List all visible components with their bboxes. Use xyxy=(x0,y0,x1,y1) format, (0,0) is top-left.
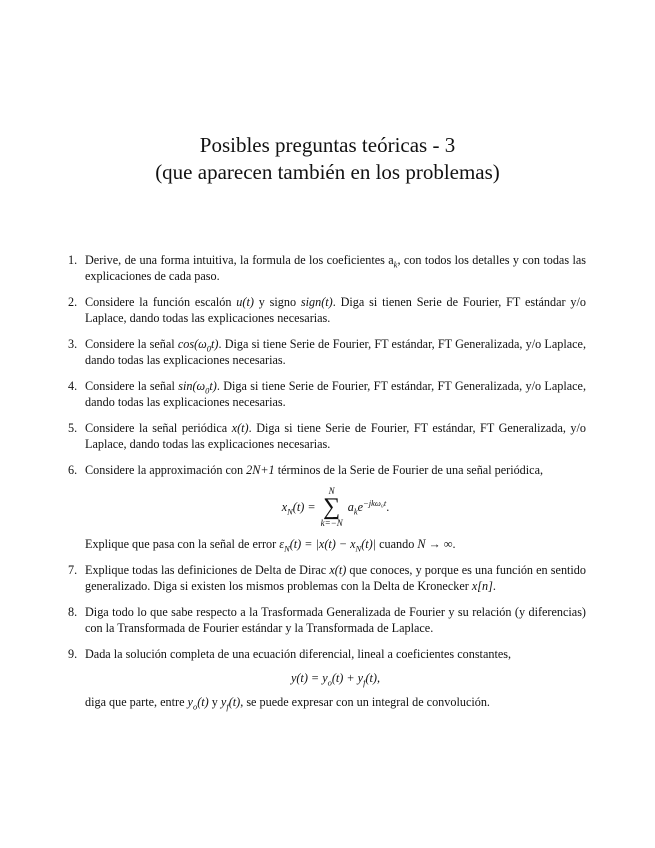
sum-lower-limit: k=−N xyxy=(320,518,343,528)
title-line-1: Posibles preguntas teóricas - 3 xyxy=(199,133,456,157)
text-part: Considere la señal xyxy=(85,379,179,393)
text-part: . Diga si tiene Serie de Fourier, FT estándar, FT Generalizada, y/o Laplace, dando todas las explicaciones necesarias. xyxy=(85,379,586,409)
math-inline: ε xyxy=(279,537,285,551)
question-number: 7. xyxy=(68,563,78,577)
sum-upper-limit: N xyxy=(328,486,335,496)
question-number: 6. xyxy=(68,463,78,477)
question-6 xyxy=(68,462,586,552)
math-inline: cos(ω xyxy=(177,337,207,351)
text-part: diga que parte, entre xyxy=(85,695,188,709)
math-symbol: y(t) = y xyxy=(290,671,328,685)
question-text xyxy=(85,252,586,284)
question-5 xyxy=(68,420,586,452)
math-inline: (t) xyxy=(197,695,209,709)
question-text: Diga todo lo que sabe respecto a la Trasformada Generalizada de Fourier y su relación (y diferencias) con la Transformada de Fourier estándar y la Transformada de Laplace. xyxy=(85,605,586,635)
math-sub: o xyxy=(327,677,332,688)
question-9 xyxy=(68,646,586,710)
question-number: 1. xyxy=(68,253,78,267)
text-part: cuando xyxy=(376,537,418,551)
text-part: . Diga si tiene Serie de Fourier, FT estándar, FT Generalizada, y/o Laplace, dando todas las explicaciones necesarias. xyxy=(85,421,586,451)
sigma-symbol: ∑ xyxy=(323,494,341,520)
question-number: 2. xyxy=(68,295,78,309)
text-part: y signo xyxy=(253,295,301,309)
math-symbol: (t) + y xyxy=(331,671,364,685)
math-inline: (t)| xyxy=(361,537,377,551)
display-equation xyxy=(85,670,586,686)
text-part: . xyxy=(452,537,456,551)
text-part: . Diga si tiene Serie de Fourier, FT estándar, FT Generalizada, y/o Laplace, dando todas las explicaciones necesarias. xyxy=(85,337,586,367)
question-followup xyxy=(85,694,586,710)
math-sub: 0 xyxy=(205,385,210,396)
text-part: términos de la Serie de Fourier de una señal periódica, xyxy=(274,463,544,477)
questions-list xyxy=(68,252,586,720)
math-inline: u(t) xyxy=(236,295,254,309)
math-inline: x(t) xyxy=(329,563,347,577)
text-part: Considere la approximación con xyxy=(85,463,247,477)
math-inline: x(t) xyxy=(231,421,249,435)
question-text xyxy=(85,378,586,410)
text-part: que conoces, y porque es una función en sentido generalizado. Diga si existen los mismos problemas con la Delta de Kronecker xyxy=(85,563,586,593)
question-text xyxy=(85,462,586,478)
math-sub: N xyxy=(287,506,293,517)
question-text xyxy=(85,336,586,368)
question-text: Dada la solución completa de una ecuación diferencial, lineal a coeficientes constantes, xyxy=(85,647,512,661)
math-sub: 0 xyxy=(206,343,212,354)
sum-body xyxy=(348,499,390,515)
math-inline: x[n] xyxy=(471,579,493,593)
question-number: 8. xyxy=(68,605,78,619)
question-4 xyxy=(68,378,586,410)
math-inline: t) xyxy=(211,337,219,351)
text-part: , se puede expresar con un integral de convolución. xyxy=(240,695,490,709)
question-2 xyxy=(68,294,586,326)
math-symbol: x xyxy=(281,500,288,514)
question-text xyxy=(85,294,586,326)
math-sub: N xyxy=(284,543,290,554)
math-inline: (t) = |x(t) − x xyxy=(289,537,356,551)
text-part: . Diga si tienen Serie de Fourier, FT estándar y/o Laplace, dando todas las explicaciones necesarias. xyxy=(85,295,586,325)
math-symbol: a xyxy=(347,500,354,514)
question-number: 5. xyxy=(68,421,78,435)
math-inline: (t) xyxy=(228,695,241,709)
text-part: , con todos los detalles y con todas las explicaciones de cada paso. xyxy=(85,253,586,283)
math-inline: y xyxy=(220,695,227,709)
text-part: Derive, de una forma intuitiva, la formula de los coeficientes a xyxy=(85,253,394,267)
question-followup xyxy=(85,536,586,552)
display-equation xyxy=(85,486,586,528)
question-7 xyxy=(68,562,586,594)
math-inline: 2N+1 xyxy=(246,463,275,477)
text-part: Explique todas las definiciones de Delta de Dirac xyxy=(85,563,330,577)
math-inline: y xyxy=(187,695,193,709)
summation xyxy=(321,486,343,528)
question-number: 3. xyxy=(68,337,78,351)
text-part: Considere la señal periódica xyxy=(85,421,232,435)
question-8 xyxy=(68,604,586,636)
equation-lhs xyxy=(282,499,316,515)
math-symbol: . xyxy=(386,500,390,514)
math-sup: −jkω₀t xyxy=(363,497,387,508)
title-line-2: (que aparecen también en los problemas) xyxy=(155,160,500,184)
sum-equation xyxy=(282,486,390,528)
math-sub: k xyxy=(393,259,398,270)
question-number: 9. xyxy=(68,647,78,661)
question-text xyxy=(85,420,586,452)
math-symbol: e xyxy=(357,500,364,514)
math-inline: t) xyxy=(209,379,217,393)
math-sub: N xyxy=(355,543,362,554)
text-part: y xyxy=(208,695,221,709)
math-symbol: (t), xyxy=(365,671,381,685)
text-part: Explique que pasa con la señal de error xyxy=(85,537,280,551)
math-inline: N → ∞ xyxy=(417,537,453,551)
math-inline: sin(ω xyxy=(178,379,206,393)
page-title xyxy=(0,132,655,186)
math-sub: k xyxy=(353,506,358,517)
question-text xyxy=(85,562,586,594)
math-sub: o xyxy=(192,701,198,712)
math-symbol: (t) = xyxy=(292,500,316,514)
math-inline: sign(t) xyxy=(300,295,333,309)
question-1 xyxy=(68,252,586,284)
question-number: 4. xyxy=(68,379,78,393)
math-sub: f xyxy=(363,677,366,688)
text-part: Considere la señal xyxy=(85,337,178,351)
question-3 xyxy=(68,336,586,368)
text-part: Considere la función escalón xyxy=(85,295,237,309)
text-part: . xyxy=(492,579,496,593)
math-sub: f xyxy=(226,701,229,712)
